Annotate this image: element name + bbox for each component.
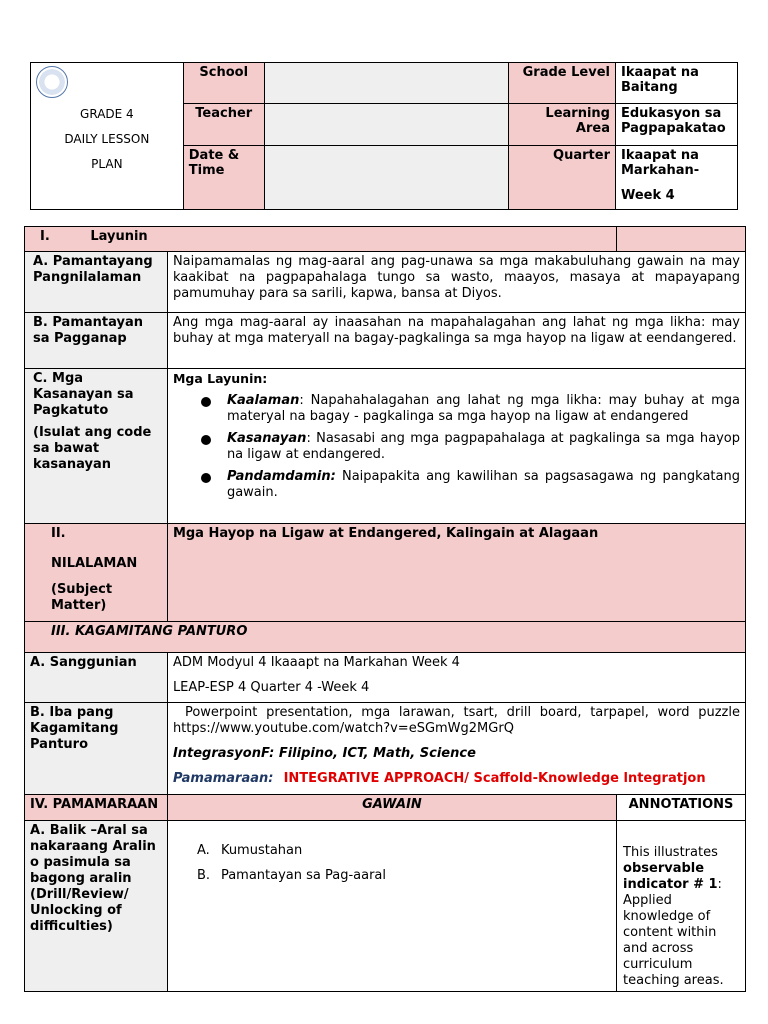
title-line-2: DAILY LESSON bbox=[64, 132, 150, 146]
row-kasanayan-sa-pagkatuto bbox=[25, 369, 746, 524]
school-label: School bbox=[183, 63, 264, 104]
mga-layunin-heading: Mga Layunin: bbox=[172, 371, 268, 386]
row-pamantayan-sa-pagganap bbox=[25, 313, 746, 369]
sanggunian-line-2: LEAP-ESP 4 Quarter 4 -Week 4 bbox=[172, 680, 370, 695]
kasanayan-label-cell bbox=[25, 369, 168, 524]
sanggunian-content bbox=[167, 653, 745, 703]
gawain-header: GAWAIN bbox=[167, 795, 616, 821]
iba-pang-kagamitan-content bbox=[167, 703, 745, 795]
row-iba-pang-kagamitan bbox=[25, 703, 746, 795]
row-nilalaman bbox=[25, 524, 746, 622]
activity-item-1-text: Kumustahan bbox=[220, 843, 303, 858]
section-2-number: II. bbox=[51, 526, 66, 541]
annotation-text: : Applied knowledge of content within and across curriculum teaching areas. bbox=[623, 877, 724, 988]
section-2-title: NILALAMAN bbox=[51, 556, 138, 571]
row-kagamitang-panturo-header bbox=[25, 622, 746, 653]
sanggunian-line-1: ADM Modyul 4 Ikaaapt na Markahan Week 4 bbox=[172, 655, 460, 670]
section-4-title: IV. PAMAMARAAN bbox=[25, 795, 168, 821]
deped-seal-icon bbox=[36, 66, 68, 98]
section-1-title: Layunin bbox=[90, 229, 148, 244]
activity-item-2 bbox=[197, 868, 611, 884]
objective-kasanayan-text: : Nasasabi ang mga pagpapahalaga at pagkalinga sa mga hayop na ligaw at endangered. bbox=[226, 431, 740, 462]
section-3-title: III. KAGAMITANG PANTURO bbox=[25, 622, 746, 653]
activity-item-1-letter: A. bbox=[196, 843, 210, 858]
title-line-1: GRADE 4 bbox=[80, 107, 134, 121]
quarter-value-line-2: Week 4 bbox=[620, 187, 675, 203]
grade-level-label: Grade Level bbox=[509, 63, 616, 104]
sanggunian-label: A. Sanggunian bbox=[25, 653, 168, 703]
learning-area-value: Edukasyon sa Pagpapakatao bbox=[615, 104, 737, 145]
quarter-value-line-1: Ikaapat na Markahan- bbox=[620, 147, 700, 178]
learning-area-label: Learning Area bbox=[509, 104, 616, 145]
quarter-value bbox=[615, 145, 737, 209]
quarter-label: Quarter bbox=[509, 145, 616, 209]
school-value bbox=[264, 63, 508, 104]
kasanayan-label: C. Mga Kasanayan sa Pagkatuto bbox=[33, 371, 134, 418]
header-title-cell bbox=[31, 63, 184, 210]
kasanayan-content bbox=[167, 369, 745, 524]
integrasyon-text: IntegrasyonF: Filipino, ICT, Math, Science bbox=[172, 746, 476, 761]
objective-pandamdamin-text: Naipapakita ang kawilihan sa pagsasagawa ng pangkatang gawain. bbox=[226, 469, 740, 500]
nilalaman-content: Mga Hayop na Ligaw at Endangered, Kalingain at Alagaan bbox=[167, 524, 745, 622]
objective-kaalaman-text: : Napahahalagahan ang lahat ng mga likha: may buhay at mga materyal na bagay - pagkalinga sa mga hayop na ligaw at endangered bbox=[226, 393, 740, 424]
objective-kasanayan bbox=[201, 431, 740, 463]
section-1-header bbox=[25, 227, 746, 252]
teacher-label: Teacher bbox=[183, 104, 264, 145]
annotation-prefix: This illustrates bbox=[623, 845, 718, 860]
layunin-title-cell bbox=[25, 227, 617, 252]
activity-item-1 bbox=[197, 843, 611, 859]
objective-kaalaman-key: Kaalaman bbox=[226, 393, 300, 408]
pamamaraan-value: INTEGRATIVE APPROACH/ Scaffold-Knowledge lntegratjon bbox=[283, 771, 706, 786]
balik-aral-label: A. Balik –Aral sa nakaraang Aralin o pasimula sa bagong aralin (Drill/Review/ Unlocking of difficulties) bbox=[25, 821, 168, 992]
annotation-indicator: observable indicator # 1 bbox=[623, 861, 718, 892]
section-1-number: I. bbox=[40, 229, 50, 244]
objective-pandamdamin-key: Pandamdamin: bbox=[226, 469, 336, 484]
teacher-value bbox=[264, 104, 508, 145]
activity-item-2-letter: B. bbox=[196, 868, 210, 883]
layunin-annotation-cell bbox=[617, 227, 746, 252]
kagamitan-list: Powerpoint presentation, mga larawan, tsart, drill board, tarpapel, word puzzle https://www.youtube.com/watch?v=eSGmWg2MGrQ bbox=[172, 705, 740, 736]
iba-pang-kagamitan-label: B. Iba pang Kagamitang Panturo bbox=[25, 703, 168, 795]
annotation-cell bbox=[617, 821, 746, 992]
objective-kaalaman bbox=[201, 393, 740, 425]
annotations-header: ANNOTATIONS bbox=[617, 795, 746, 821]
date-time-value bbox=[264, 145, 508, 209]
pamantayan-sa-pagganap-text: Ang mga mag-aaral ay inaasahan na mapahalagahan ang lahat ng mga likha: may buhay at mga materyall na bagay-pagkalinga sa mga hayop na ligaw at eendangered. bbox=[167, 313, 745, 369]
bullet-icon bbox=[201, 473, 211, 483]
pamamaraan-line bbox=[173, 771, 740, 787]
row-pamamaraan-header bbox=[25, 795, 746, 821]
section-2-subtitle: (Subject Matter) bbox=[51, 582, 113, 613]
bullet-icon bbox=[201, 435, 211, 445]
activity-item-2-text: Pamantayan sa Pag-aaral bbox=[220, 868, 387, 883]
row-sanggunian bbox=[25, 653, 746, 703]
title-line-3: PLAN bbox=[91, 157, 123, 171]
pamamaraan-label: Pamamaraan: bbox=[172, 771, 274, 786]
objective-pandamdamin bbox=[201, 469, 740, 501]
grade-level-value: Ikaapat na Baitang bbox=[615, 63, 737, 104]
kasanayan-note: (Isulat ang code sa bawat kasanayan bbox=[33, 425, 152, 472]
bullet-icon bbox=[201, 397, 211, 407]
nilalaman-label-cell bbox=[25, 524, 168, 622]
lesson-plan-table bbox=[24, 226, 746, 992]
balik-aral-content bbox=[167, 821, 616, 992]
pamantayan-sa-pagganap-label: B. Pamantayan sa Pagganap bbox=[25, 313, 168, 369]
objective-kasanayan-key: Kasanayan bbox=[226, 431, 307, 446]
row-balik-aral bbox=[25, 821, 746, 992]
date-time-label: Date & Time bbox=[183, 145, 264, 209]
header-table bbox=[30, 62, 738, 210]
row-pamantayang-pangnilalaman bbox=[25, 252, 746, 313]
pamantayang-pangnilalaman-label: A. Pamantayang Pangnilalaman bbox=[25, 252, 168, 313]
pamantayang-pangnilalaman-text: Naipamamalas ng mag-aaral ang pag-unawa sa mga makabuluhang gawain na may kaakibat na pagpapahalaga tungo sa wasto, maayos, masaya at mapayapang pamumuhay para sa sarili, kapwa, bansa at Diyos. bbox=[167, 252, 745, 313]
